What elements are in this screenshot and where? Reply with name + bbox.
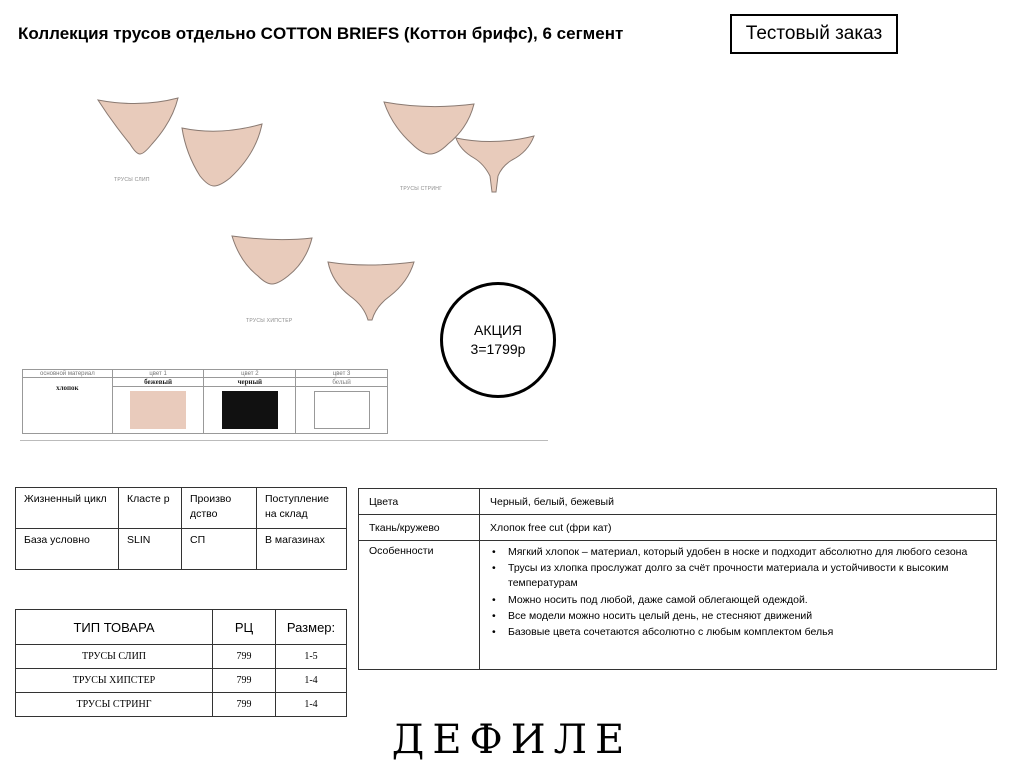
type-price: 799 <box>213 693 276 717</box>
table-row <box>16 669 347 693</box>
hipster-sketch-illustration <box>226 232 426 324</box>
type-name: ТРУСЫ СТРИНГ <box>16 693 213 717</box>
promo-price: 3=1799р <box>470 341 526 357</box>
beige-swatch <box>130 391 186 429</box>
type-size: 1-5 <box>276 645 347 669</box>
list-item: • Можно носить под любой, даже самой облегающей одеждой. <box>508 593 986 608</box>
list-item: • Мягкий хлопок – материал, который удобен в носке и подходит абсолютно для любого сезона <box>508 545 986 560</box>
color-name-beige: бежевый <box>112 378 204 387</box>
list-item: • Все модели можно носить целый день, не стесняют движений <box>508 609 986 624</box>
lifecycle-header-production: Произво дство <box>182 488 257 529</box>
types-header-type: ТИП ТОВАРА <box>16 610 213 645</box>
colors-header-3: цвет 3 <box>296 370 388 378</box>
promo-title: АКЦИЯ <box>473 322 523 339</box>
lifecycle-value-arrival: В магазинах <box>257 529 347 570</box>
type-price: 799 <box>213 669 276 693</box>
type-name: ТРУСЫ СЛИП <box>16 645 213 669</box>
hipster-back-shape <box>328 262 414 320</box>
swatch-cell-black <box>204 387 296 434</box>
lifecycle-value-cluster: SLIN <box>119 529 182 570</box>
brand-logo: ДЕФИЛЕ <box>391 717 633 763</box>
swatch-cell-beige <box>112 387 204 434</box>
colors-table <box>22 369 388 434</box>
type-size: 1-4 <box>276 669 347 693</box>
swatch-cell-white <box>296 387 388 434</box>
separator-line <box>20 440 548 441</box>
colors-header-1: цвет 1 <box>112 370 204 378</box>
list-item: • Трусы из хлопка прослужат долго за счёт прочности материала и устойчивости к высоким температурам <box>508 561 986 591</box>
lifecycle-value-production: СП <box>182 529 257 570</box>
slip-back-shape <box>98 98 178 154</box>
string-label: ТРУСЫ СТРИНГ <box>400 186 443 192</box>
lifecycle-value-cycle: База условно <box>16 529 119 570</box>
string-sketch-illustration <box>378 96 538 196</box>
spec-features-label: Особенности <box>359 541 480 670</box>
black-swatch <box>222 391 278 429</box>
list-item: • Базовые цвета сочетаются абсолютно с любым комплектом белья <box>508 625 986 640</box>
string-back-shape <box>456 136 534 192</box>
features-list <box>490 545 986 640</box>
colors-header-material: основной материал <box>23 370 113 378</box>
spec-fabric-label: Ткань/кружево <box>359 515 480 541</box>
promo-circle <box>440 282 556 398</box>
slip-label: ТРУСЫ СЛИП <box>114 177 150 183</box>
types-header-price: РЦ <box>213 610 276 645</box>
type-price: 799 <box>213 645 276 669</box>
type-size: 1-4 <box>276 693 347 717</box>
colors-header-2: цвет 2 <box>204 370 296 378</box>
color-name-black: черный <box>204 378 296 387</box>
spec-features-cell <box>480 541 997 670</box>
lifecycle-header-cycle: Жизненный цикл <box>16 488 119 529</box>
hipster-label: ТРУСЫ ХИПСТЕР <box>246 318 293 324</box>
spec-fabric-value: Хлопок free cut (фри кат) <box>480 515 997 541</box>
color-name-white: белый <box>296 378 388 387</box>
lifecycle-header-cluster: Класте р <box>119 488 182 529</box>
spec-colors-value: Черный, белый, бежевый <box>480 489 997 515</box>
table-row <box>16 693 347 717</box>
table-row <box>16 645 347 669</box>
white-swatch <box>314 391 370 429</box>
test-order-badge: Тестовый заказ <box>730 14 898 54</box>
type-name: ТРУСЫ ХИПСТЕР <box>16 669 213 693</box>
lifecycle-table <box>15 487 347 570</box>
types-header-size: Размер: <box>276 610 347 645</box>
colors-material: хлопок <box>23 378 113 434</box>
lifecycle-header-arrival: Поступление на склад <box>257 488 347 529</box>
hipster-front-shape <box>232 236 312 284</box>
slip-front-shape <box>182 124 262 186</box>
product-types-table <box>15 609 347 717</box>
spec-colors-label: Цвета <box>359 489 480 515</box>
page-title: Коллекция трусов отдельно COTTON BRIEFS (Коттон брифс), 6 сегмент <box>18 24 624 43</box>
specs-table <box>358 488 997 670</box>
